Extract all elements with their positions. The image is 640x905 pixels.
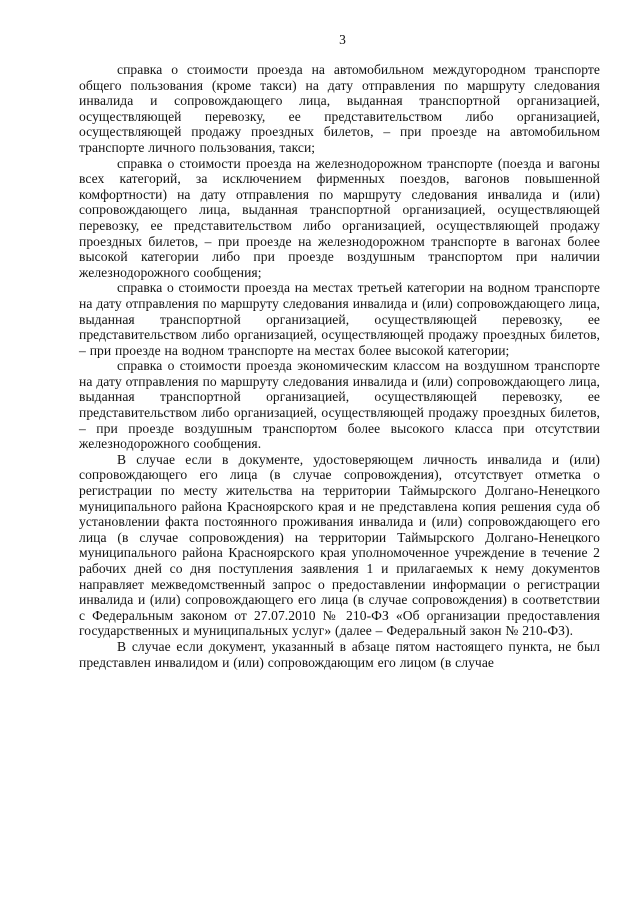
page-number: 3 — [339, 32, 346, 47]
paragraph-water-transport-certificate: справка о стоимости проезда на местах третьей категории на водном транспорте на дату отправления по маршруту следования инвалида и (или) сопровождающего лица, выданная транспортной организацией, осуществляющей перевозку, ее представительством либо организацией, осуществляющей продажу проездных билетов, – при проезде на водном транспорте на местах более высокой категории; — [79, 280, 600, 358]
paragraph-auto-transport-certificate: справка о стоимости проезда на автомобильном междугородном транспорте общего пользования (кроме такси) на дату отправления по маршруту следования инвалида и сопровождающего лица, выданная транспортной организацией, осуществляющей перевозку, ее представительством либо организацией, осуществляющей продажу проездных билетов, – при проезде на автомобильном транспорте личного пользования, такси; — [79, 62, 600, 155]
paragraph-document-not-provided: В случае если документ, указанный в абзаце пятом настоящего пункта, не был представлен инвалидом и (или) сопровождающим его лицом (в случае — [79, 638, 600, 670]
paragraph-registration-request: В случае если в документе, удостоверяющем личность инвалида и (или) сопровождающего его лица (в случае сопровождения), отсутствует отметка о регистрации по месту жительства на территории Таймырского Долгано-Ненецкого муниципального района Красноярского края и не представлена копия решения суда об установлении факта постоянного проживания инвалида и (или) сопровождающего его лица (в случае сопровождения) на территории Таймырского Долгано-Ненецкого муниципального района Красноярского края уполномоченное учреждение в течение 2 рабочих дней со дня поступления заявления 1 и прилагаемых к нему документов направляет межведомственный запрос о предоставлении информации о регистрации инвалида и (или) сопровождающего его лица (в случае сопровождения) в соответствии с Федеральным законом от 27.07.2010 № 210-ФЗ «Об организации предоставления государственных и муниципальных услуг» (далее – Федеральный закон № 210-ФЗ). — [79, 451, 600, 639]
paragraph-railway-certificate: справка о стоимости проезда на железнодорожном транспорте (поезда и вагоны всех категорий, за исключением фирменных поездов, вагонов повышенной комфортности) на дату отправления по маршруту следования инвалида и (или) сопровождающего лица, выданная транспортной организацией, осуществляющей перевозку, ее представительством либо организацией, осуществляющей продажу проездных билетов, – при проезде на железнодорожном транспорте в вагонах более высокой категории либо при проезде воздушным транспортом при наличии железнодорожного сообщения; — [79, 155, 600, 280]
paragraph-air-transport-certificate: справка о стоимости проезда экономическим классом на воздушном транспорте на дату отправления по маршруту следования инвалида и (или) сопровождающего лица, выданная транспортной организацией, осуществляющей перевозку, ее представительством либо организацией, осуществляющей продажу проездных билетов, – при проезде воздушным транспортом более высокого класса при отсутствии железнодорожного сообщения. — [79, 358, 600, 452]
